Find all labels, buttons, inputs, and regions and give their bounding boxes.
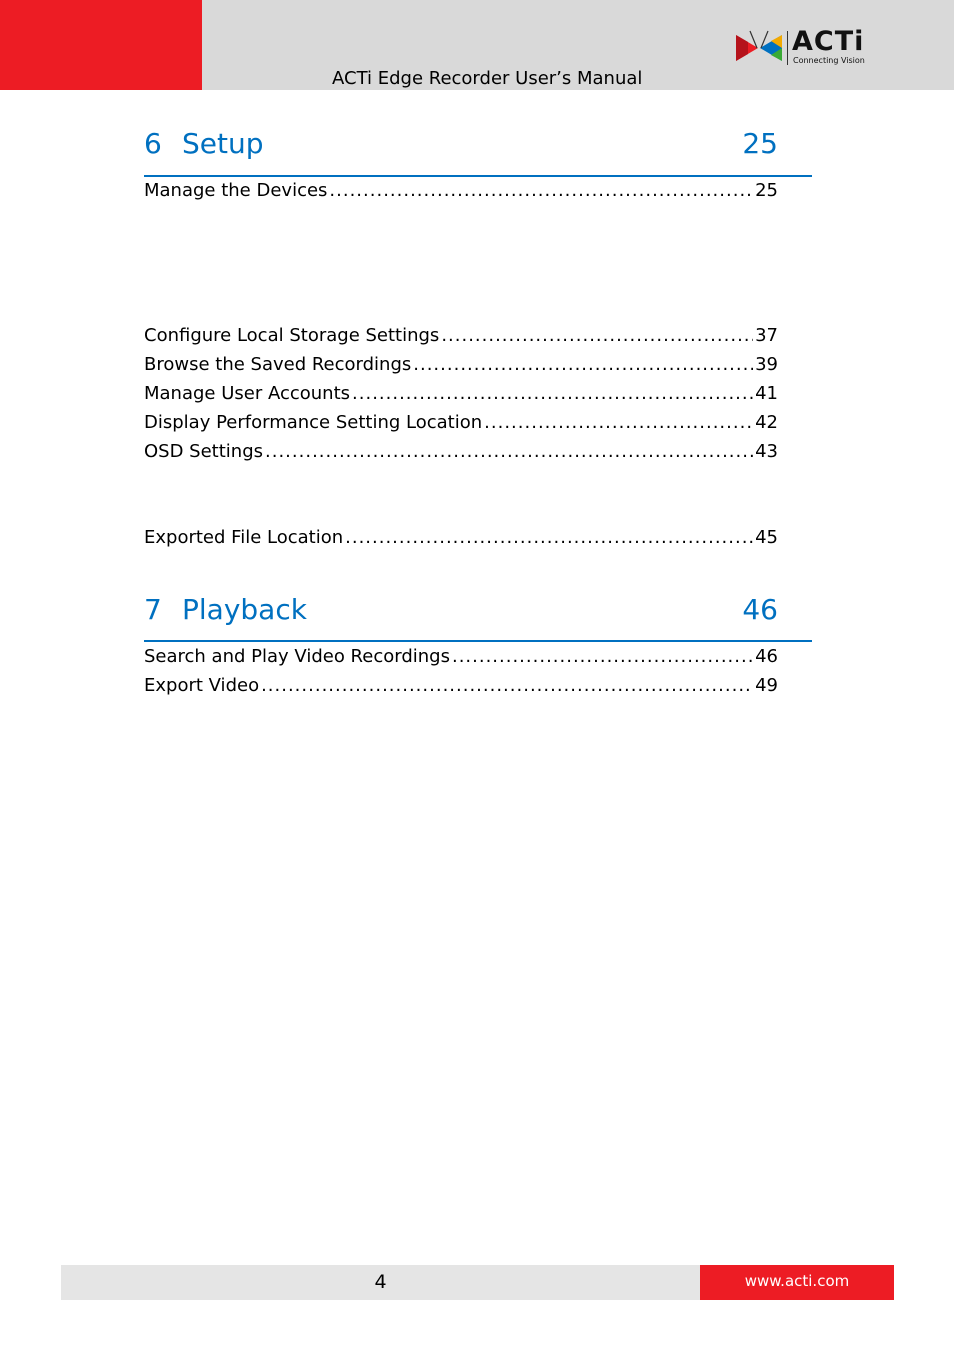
chapter-number: 6 [144, 127, 162, 160]
toc-entry-page: 43 [755, 441, 778, 462]
acti-logo [734, 26, 874, 70]
toc-entry-page: 45 [755, 527, 778, 548]
footer-gray-band [61, 1265, 700, 1300]
manual-title: ACTi Edge Recorder User’s Manual [332, 68, 643, 89]
chapter-rule [144, 640, 812, 642]
toc-entry-saved-recordings[interactable] [144, 353, 778, 377]
toc-entry-local-storage[interactable] [144, 324, 778, 348]
toc-entry-osd-settings[interactable] [144, 440, 778, 464]
header-red-block [0, 0, 202, 90]
toc-entry-export-video[interactable] [144, 674, 778, 698]
chapter-heading-playback[interactable] [144, 590, 778, 630]
footer-url-link[interactable]: www.acti.com [744, 1272, 850, 1290]
toc-entry-title: Display Performance Setting Location [144, 412, 483, 433]
toc-entry-title: Configure Local Storage Settings [144, 325, 440, 346]
chapter-rule [144, 175, 812, 177]
toc-entry-page: 49 [755, 675, 778, 696]
chapter-page: 46 [742, 593, 778, 626]
toc-leader-dots [265, 440, 753, 464]
logo-tagline: Connecting Vision [793, 56, 865, 65]
chapter-heading-setup[interactable] [144, 124, 778, 164]
toc-entry-title: Exported File Location [144, 527, 344, 548]
chapter-title: Setup [182, 127, 264, 160]
toc-entry-search-play[interactable] [144, 645, 778, 669]
toc-leader-dots [345, 526, 753, 550]
toc-entry-title: Search and Play Video Recordings [144, 646, 450, 667]
toc-entry-title: OSD Settings [144, 441, 264, 462]
toc-entry-title: Browse the Saved Recordings [144, 354, 412, 375]
toc-leader-dots [441, 324, 753, 348]
footer-red-band [700, 1265, 894, 1300]
butterfly-icon [734, 30, 784, 66]
toc-entry-page: 25 [755, 180, 778, 201]
toc-leader-dots [452, 645, 753, 669]
toc-leader-dots [329, 179, 753, 203]
toc-leader-dots [352, 382, 753, 406]
toc-entry-title: Export Video [144, 675, 260, 696]
toc-entry-display-performance[interactable] [144, 411, 778, 435]
toc-leader-dots [413, 353, 753, 377]
toc-entry-page: 46 [755, 646, 778, 667]
chapter-number: 7 [144, 593, 162, 626]
toc-leader-dots [484, 411, 753, 435]
logo-divider [787, 31, 788, 65]
footer-page-number: 4 [374, 1271, 387, 1293]
toc-entry-page: 41 [755, 383, 778, 404]
toc-entry-user-accounts[interactable] [144, 382, 778, 406]
toc-entry-title: Manage User Accounts [144, 383, 351, 404]
toc-entry-page: 37 [755, 325, 778, 346]
toc-entry-exported-file[interactable] [144, 526, 778, 550]
logo-wordmark: ACTi [792, 26, 865, 57]
chapter-title: Playback [182, 593, 307, 626]
toc-entry-title: Manage the Devices [144, 180, 328, 201]
chapter-page: 25 [742, 127, 778, 160]
toc-entry-page: 42 [755, 412, 778, 433]
toc-entry-manage-devices[interactable] [144, 179, 778, 203]
toc-leader-dots [261, 674, 753, 698]
toc-entry-page: 39 [755, 354, 778, 375]
